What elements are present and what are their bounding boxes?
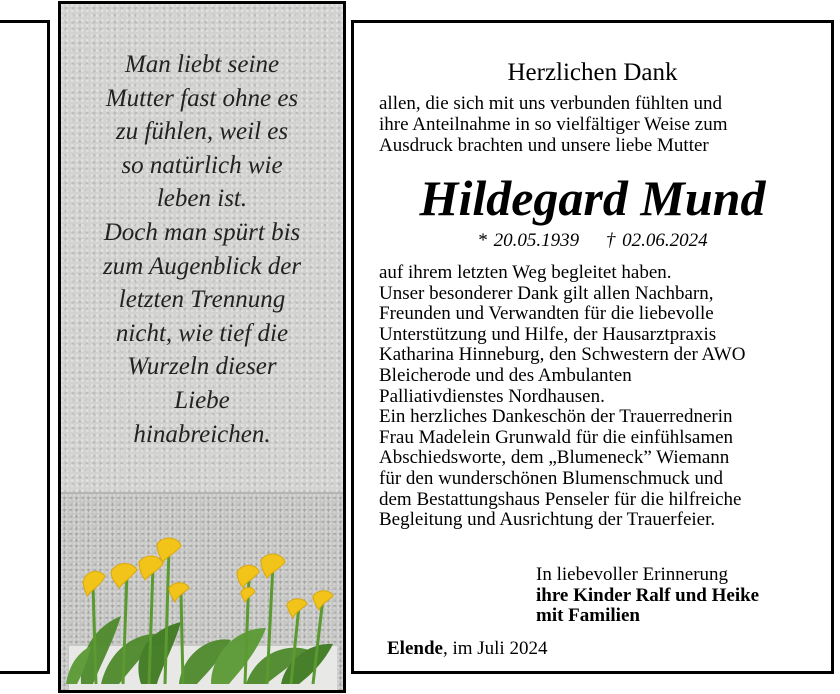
poem-line: zu fühlen, weil es [115, 118, 289, 146]
death-date: † 02.06.2024 [605, 230, 708, 251]
poem-line: nicht, wie tief die [115, 319, 289, 347]
notice-heading: Herzlichen Dank [507, 59, 678, 86]
intro-line: Ausdruck brachten und unsere liebe Mutter [379, 135, 709, 156]
body-line: für den wunderschönen Blumenschmuck und [379, 467, 724, 489]
intro-text [379, 93, 727, 156]
intro-line: ihre Anteilnahme in so vielfältiger Weise zum [379, 114, 728, 135]
poem-line: so natürlich wie [121, 151, 283, 179]
place-and-date [387, 638, 547, 660]
notice-date: , im Juli 2024 [442, 638, 548, 659]
body-line: Bleicherode und des Ambulanten [379, 364, 632, 386]
poem-line: letzten Trennung [118, 286, 286, 314]
poem-line: hinabreichen. [133, 420, 271, 448]
left-border-frame [0, 20, 50, 674]
poem-line: Liebe [174, 386, 230, 414]
birth-date: * 20.05.1939 [477, 230, 580, 251]
body-line: Katharina Hinneburg, den Schwestern der AWO [379, 344, 746, 366]
poem-line: Man liebt seine [124, 51, 280, 78]
closing-block [536, 565, 759, 627]
signature-line: ihre Kinder Ralf und Heike [536, 584, 760, 606]
poem-line: Doch man spürt bis [103, 218, 301, 246]
body-line: Unser besonderer Dank gilt allen Nachbarn, [379, 282, 714, 304]
closing-line: In liebevoller Erinnerung [536, 564, 729, 585]
body-line: dem Bestattungshaus Penseler für die hilfreiche [379, 488, 742, 510]
body-line: Palliativdienstes Nordhausen. [379, 385, 605, 407]
poem [61, 48, 343, 451]
thank-you-notice [351, 20, 834, 674]
body-line: Abschiedsworte, dem „Blumeneck” Wiemann [379, 447, 730, 469]
poem-line: Wurzeln dieser [127, 353, 277, 381]
body-line: Begleitung und Ausrichtung der Trauerfeier. [379, 509, 716, 531]
body-line: Freunden und Verwandten für die liebevolle [379, 303, 714, 325]
body-line: Unterstützung und Hilfe, der Hausarztpraxis [379, 323, 717, 345]
poem-line: leben ist. [156, 185, 248, 213]
body-line: Frau Madelein Grunwald für die einfühlsamen [379, 426, 734, 448]
intro-line: allen, die sich mit uns verbunden fühlten und [379, 93, 722, 114]
place-name: Elende [387, 638, 443, 659]
poem-line: zum Augenblick der [102, 252, 302, 280]
body-line: auf ihrem letzten Weg begleitet haben. [379, 262, 672, 283]
body-line: Ein herzliches Dankeschön der Trauerrednerin [379, 406, 733, 428]
calla-lily-plant-icon [61, 524, 343, 692]
body-text [379, 263, 745, 531]
photo-panel [58, 1, 346, 693]
signature-line: mit Familien [536, 605, 640, 626]
poem-line: Mutter fast ohne es [105, 84, 299, 112]
deceased-name: Hildegard Mund [419, 170, 766, 226]
life-dates [354, 230, 831, 252]
